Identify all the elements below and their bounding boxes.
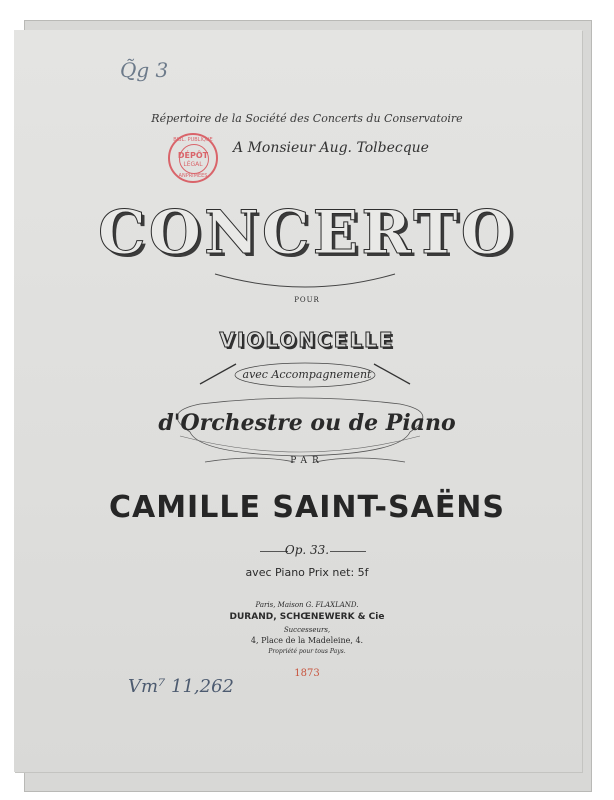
- year: 1873: [294, 668, 320, 679]
- title-flourish: [210, 270, 400, 292]
- publisher-address: 4, Place de la Madeleine, 4.: [250, 636, 364, 645]
- accompaniment: avec Accompagnement: [242, 368, 372, 381]
- title: CONCERTO: [97, 198, 517, 268]
- par-label: PAR: [290, 456, 324, 466]
- composer: CAMILLE SAINT-SAËNS: [108, 490, 506, 525]
- publisher-line3: Successeurs,: [283, 626, 331, 634]
- dedication: A Monsieur Aug. Tolbecque: [233, 140, 429, 156]
- orchestra: d'Orchestre ou de Piano: [158, 410, 456, 436]
- pour-label: POUR: [294, 296, 320, 304]
- price: avec Piano Prix net: 5f: [245, 566, 369, 579]
- publisher-line1: Paris, Maison G. FLAXLAND.: [255, 601, 359, 609]
- pencil-mark-top: Q̃g 3: [120, 58, 169, 82]
- library-stamp: BIBL. PUBLIQUE DÉPÔT LÉGAL ANPRIMÉES: [168, 133, 218, 183]
- publisher-rights: Propriété pour tous Pays.: [268, 648, 346, 655]
- instrument: VIOLONCELLE: [219, 328, 395, 352]
- publisher-name: DURAND, SCHŒNEWERK & Cie: [229, 612, 385, 622]
- repertoire-line: Répertoire de la Société des Concerts du Conservatoire: [151, 112, 463, 125]
- opus: Op. 33.: [284, 543, 330, 557]
- shelfmark: Vm⁷ 11,262: [128, 676, 234, 697]
